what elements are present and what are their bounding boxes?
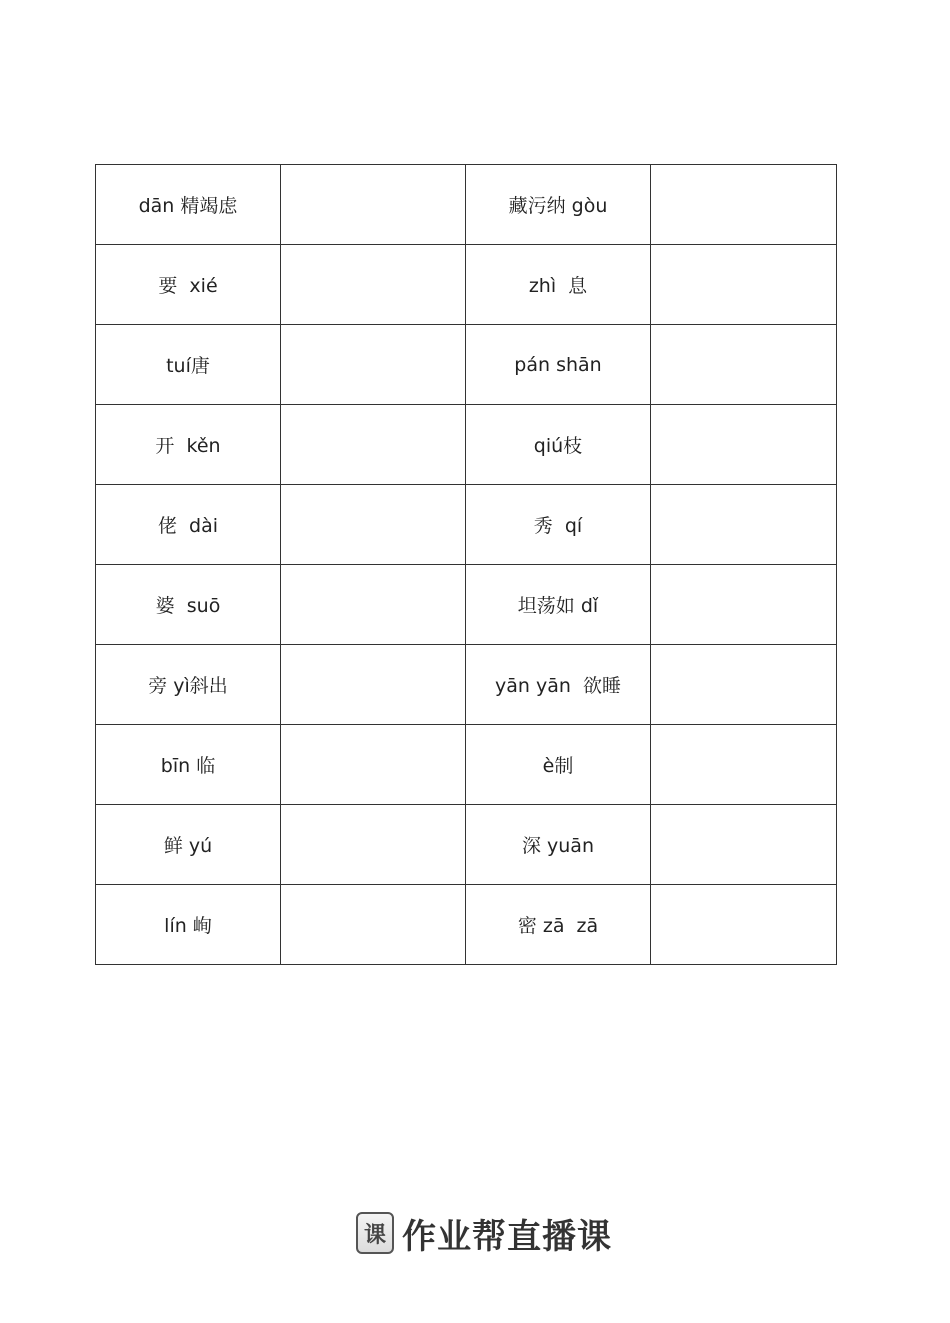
prompt-cell: zhì 息	[466, 245, 651, 325]
answer-cell	[651, 565, 837, 645]
table-row	[96, 405, 837, 485]
prompt-cell: 要 xié	[96, 245, 281, 325]
table-row	[96, 885, 837, 965]
prompt-cell: qiú枝	[466, 405, 651, 485]
prompt-cell: 佬 dài	[96, 485, 281, 565]
prompt-cell: pán shān	[466, 325, 651, 405]
table-row	[96, 485, 837, 565]
prompt-cell: yān yān 欲睡	[466, 645, 651, 725]
prompt-cell: 婆 suō	[96, 565, 281, 645]
answer-cell	[281, 565, 466, 645]
answer-cell	[651, 725, 837, 805]
table-row	[96, 165, 837, 245]
answer-cell	[281, 485, 466, 565]
answer-cell	[281, 645, 466, 725]
table-row	[96, 325, 837, 405]
prompt-cell: 坦荡如 dǐ	[466, 565, 651, 645]
footer-logo	[356, 1210, 612, 1256]
table-row	[96, 245, 837, 325]
answer-cell	[281, 805, 466, 885]
table-row	[96, 805, 837, 885]
prompt-cell: dān 精竭虑	[96, 165, 281, 245]
answer-cell	[281, 725, 466, 805]
prompt-cell: è制	[466, 725, 651, 805]
answer-cell	[651, 405, 837, 485]
table-row	[96, 565, 837, 645]
answer-cell	[651, 645, 837, 725]
answer-cell	[281, 245, 466, 325]
prompt-cell: tuí唐	[96, 325, 281, 405]
brand-logo-icon: 课	[356, 1212, 394, 1254]
answer-cell	[281, 885, 466, 965]
prompt-cell: 鲜 yú	[96, 805, 281, 885]
answer-cell	[651, 885, 837, 965]
prompt-cell: lín 峋	[96, 885, 281, 965]
prompt-cell: 密 zā zā	[466, 885, 651, 965]
answer-cell	[651, 245, 837, 325]
prompt-cell: 深 yuān	[466, 805, 651, 885]
prompt-cell: 开 kěn	[96, 405, 281, 485]
answer-cell	[281, 165, 466, 245]
answer-cell	[281, 325, 466, 405]
table-row	[96, 645, 837, 725]
prompt-cell: 旁 yì斜出	[96, 645, 281, 725]
prompt-cell: bīn 临	[96, 725, 281, 805]
prompt-cell: 秀 qí	[466, 485, 651, 565]
answer-cell	[651, 325, 837, 405]
prompt-cell: 藏污纳 gòu	[466, 165, 651, 245]
pinyin-worksheet-table	[95, 164, 837, 965]
brand-name: 作业帮直播课	[402, 1216, 612, 1257]
answer-cell	[651, 805, 837, 885]
answer-cell	[651, 485, 837, 565]
answer-cell	[651, 165, 837, 245]
answer-cell	[281, 405, 466, 485]
table-row	[96, 725, 837, 805]
